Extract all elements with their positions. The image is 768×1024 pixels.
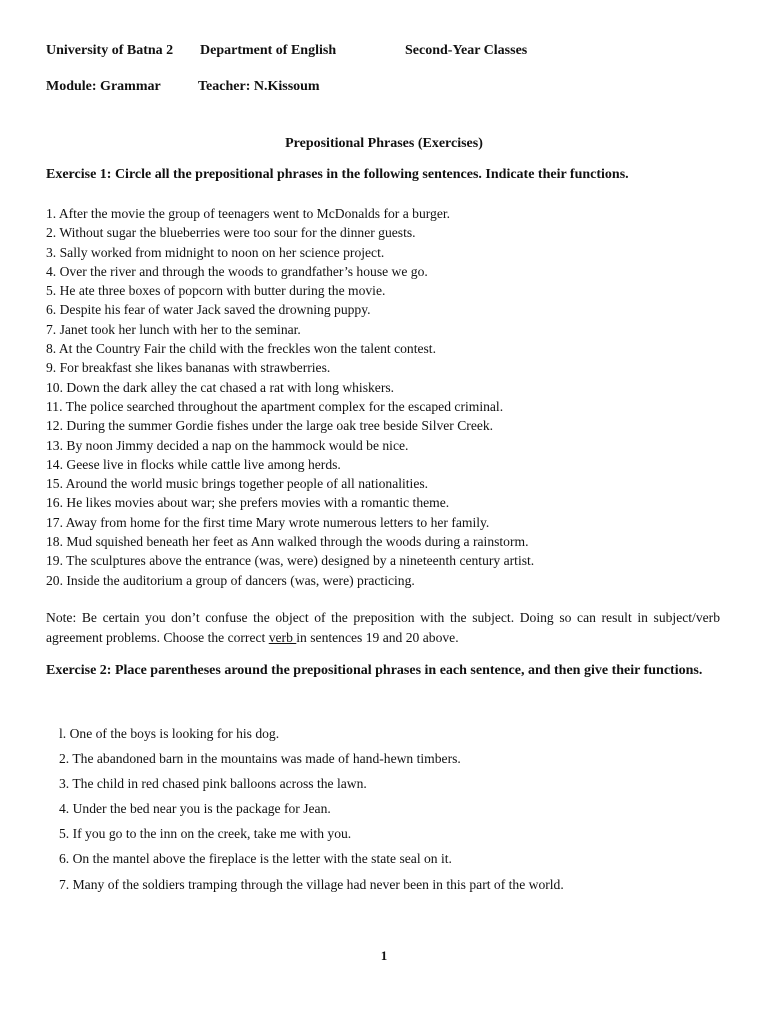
exercise1-sentence: 20. Inside the auditorium a group of dancers (was, were) practicing. — [46, 572, 415, 588]
exercise1-sentence: 19. The sculptures above the entrance (was, were) designed by a nineteenth century artist. — [46, 553, 535, 569]
exercise2-heading: Exercise 2: Place parentheses around the prepositional phrases in each sentence, and then give their functions. — [46, 663, 703, 678]
exercise2-sentence: 7. Many of the soldiers tramping through the village had never been in this part of the world. — [59, 876, 564, 892]
page-title: Prepositional Phrases (Exercises) — [285, 136, 483, 151]
department-name: Department of English — [200, 43, 337, 58]
exercise1-sentence: 12. During the summer Gordie fishes under the large oak tree beside Silver Creek. — [46, 418, 494, 434]
page-number: 1 — [380, 948, 388, 963]
exercise1-sentence: 14. Geese live in flocks while cattle live among herds. — [46, 456, 341, 472]
note-underlined-word: verb — [268, 629, 297, 645]
exercise1-sentence: 3. Sally worked from midnight to noon on her science project. — [46, 244, 385, 260]
exercise1-sentence: 15. Around the world music brings together people of all nationalities. — [46, 476, 429, 492]
exercise1-sentence: 8. At the Country Fair the child with the freckles won the talent contest. — [46, 341, 436, 357]
exercise1-sentence: 10. Down the dark alley the cat chased a rat with long whiskers. — [46, 379, 395, 395]
exercise1-sentence: 11. The police searched throughout the apartment complex for the escaped criminal. — [46, 398, 504, 414]
university-name: University of Batna 2 — [46, 43, 174, 58]
exercise1-sentence: 1. After the movie the group of teenagers went to McDonalds for a burger. — [46, 206, 451, 221]
exercise2-sentence: 4. Under the bed near you is the package for Jean. — [59, 801, 331, 817]
exercise1-sentence: 18. Mud squished beneath her feet as Ann walked through the woods during a rainstorm. — [46, 534, 529, 550]
note-label: Note — [46, 610, 73, 625]
exercise1-sentence: 16. He likes movies about war; she prefers movies with a romantic theme. — [46, 495, 450, 511]
module-name: Module: Grammar — [46, 79, 161, 94]
exercise1-sentence: 17. Away from home for the first time Mary wrote numerous letters to her family. — [46, 514, 490, 530]
note-text-before: Be certain you don’t confuse the object of the preposition with the subject. Doing so can result in subject/verb agreement problems. Choose the correct — [46, 610, 720, 645]
exercise1-sentence: 13. By noon Jimmy decided a nap on the hammock would be nice. — [46, 437, 409, 453]
note-paragraph — [46, 608, 720, 647]
exercise2-sentence: 6. On the mantel above the fireplace is the letter with the state seal on it. — [59, 851, 452, 867]
note-colon: : — [72, 610, 77, 625]
exercise1-sentence: 5. He ate three boxes of popcorn with butter during the movie. — [46, 283, 386, 299]
note-text-after: in sentences 19 and 20 above. — [296, 629, 459, 645]
exercise2-sentence-list — [59, 721, 564, 897]
teacher-name: Teacher: N.Kissoum — [198, 79, 320, 94]
exercise1-sentence: 2. Without sugar the blueberries were too sour for the dinner guests. — [46, 225, 416, 241]
exercise1-sentence: 7. Janet took her lunch with her to the seminar. — [46, 321, 301, 337]
exercise2-sentence: 2. The abandoned barn in the mountains was made of hand-hewn timbers. — [59, 751, 461, 767]
exercise1-sentence: 4. Over the river and through the woods to grandfather’s house we go. — [46, 263, 428, 279]
exercise2-sentence: l. One of the boys is looking for his dog. — [59, 726, 280, 741]
class-level: Second-Year Classes — [405, 43, 528, 58]
exercise1-sentence-list — [46, 204, 534, 590]
exercise1-sentence: 6. Despite his fear of water Jack saved the drowning puppy. — [46, 302, 371, 318]
exercise1-heading: Exercise 1: Circle all the prepositional phrases in the following sentences. Indicate their functions. — [46, 167, 629, 182]
exercise1-sentence: 9. For breakfast she likes bananas with strawberries. — [46, 360, 331, 376]
exercise2-sentence: 3. The child in red chased pink balloons across the lawn. — [59, 776, 367, 792]
exercise2-sentence: 5. If you go to the inn on the creek, take me with you. — [59, 826, 352, 842]
